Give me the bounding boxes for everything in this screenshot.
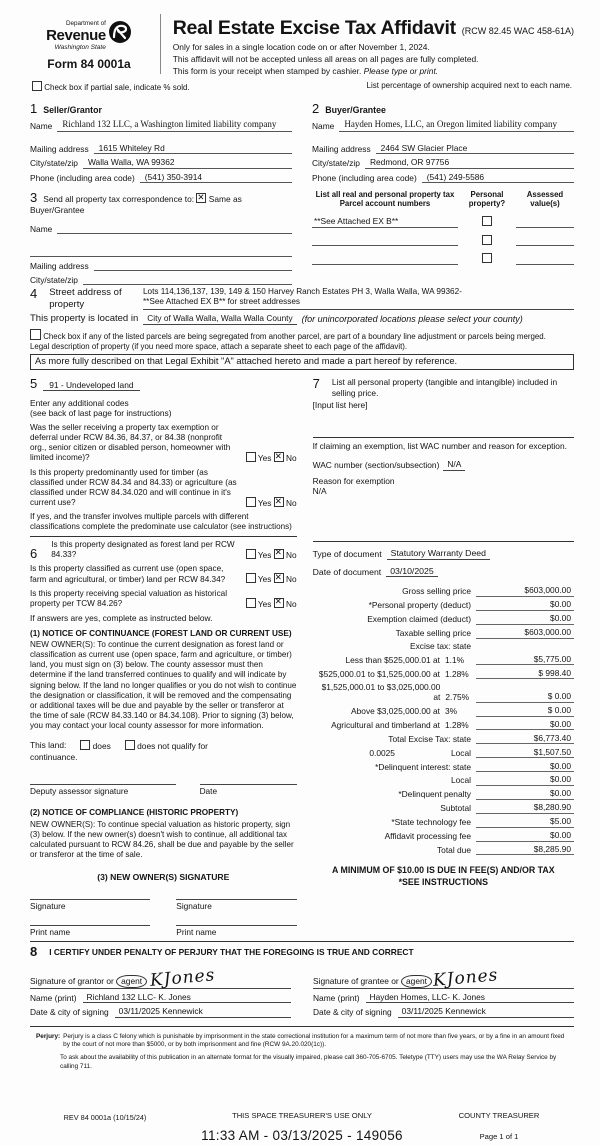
- buyer-phone-value: (541) 249-5586: [422, 172, 574, 184]
- property-location-row: This property is located in City of Walla Walla, Walla Walla County (for unincorporated locations please select your county): [30, 312, 523, 324]
- section-buyer: 2 Buyer/Grantee Name Hayden Homes, LLC, an Oregon limited liability company Mailing address 2464 SW Glacier Place City/state/zip Redmond, OR 97756 Phone (including area code) (541) 249-5586: [312, 102, 574, 183]
- question-forest-land: 6 Is this property designated as forest land per RCW 84.33? Yes ✕ No: [30, 540, 297, 561]
- minimum-due-note: A MINIMUM OF $10.00 IS DUE IN FEE(S) AND/OR TAX *SEE INSTRUCTIONS: [332, 865, 555, 888]
- title-rcw-reference: (RCW 82.45 WAC 458-61A): [461, 26, 574, 36]
- treasurer-use-label: THIS SPACE TREASURER'S USE ONLY: [232, 1110, 372, 1120]
- question-historic: Is this property receiving special valuation as historical property per TCW 84.26? Yes ✕ No: [30, 589, 297, 610]
- tax-row: $1,525,000.01 to $3,025,000.00 at 2.75% $ 0.00: [313, 682, 574, 703]
- tax-row: Subtotal $8,280.90: [313, 802, 574, 814]
- personal-property-header: Personal property?: [468, 190, 506, 209]
- parcel-account-value: **See Attached EX B**: [312, 216, 458, 228]
- segregation-checkbox: [30, 329, 41, 340]
- section-seller: 1 Seller/Grantor Name Richland 132 LLC, a Washington limited liability company Mailing address 1615 Whiteley Rd City/state/zip Walla Walla, WA 99362 Phone (including area code) (541) 350-3914: [30, 102, 292, 183]
- q-forest-yes-checkbox: [246, 549, 256, 559]
- legal-description-value: As more fully described on that Legal Exhibit "A" attached hereto and made a part hereof by reference.: [30, 354, 574, 371]
- section1-number: 1: [30, 101, 38, 117]
- footer: [30, 1111, 574, 1145]
- parcel-list-block: [312, 189, 574, 285]
- form-number: Form 84 0001a: [47, 56, 131, 71]
- additional-codes-line1: Enter any additional codes: [30, 397, 129, 408]
- land-qualify-row: This land: does does not qualify for: [30, 740, 208, 752]
- personal-property-list-label: List all personal property (tangible and intangible) included in selling price.: [331, 377, 558, 398]
- section7-number: 7: [312, 376, 320, 392]
- section2-number: 2: [312, 101, 320, 117]
- street-address-value: Lots 114,136,137, 139, 149 & 150 Harvey Ranch Estates PH 3, Walla Walla, WA 99362- **See Attached EX B** for street addresses: [143, 287, 574, 310]
- logo-revenue-text: Revenue: [46, 26, 106, 44]
- new-owners-signature-title: (3) NEW OWNER(S) SIGNATURE: [97, 872, 230, 883]
- q-timber-yes-checkbox: [246, 497, 256, 507]
- correspondence-mailing-value: [94, 260, 292, 271]
- tax-row: Taxable selling price $603,000.00: [313, 627, 574, 639]
- same-as-buyer-label: Same as Buyer/Grantee: [30, 194, 242, 215]
- new-owner-print-lines: [30, 925, 297, 937]
- agent-circled: agent: [401, 975, 432, 988]
- continuance-body: NEW OWNER(S): To continue the current designation as forest land or classification as current use (open space, farm and agriculture, or timber) land, you must sign on (3) below. The county assessor must then determine if the land transferred continues to qualify and will indicate by signing below. If the land no longer qualifies or you do not wish to continue the designation or classification, it will be removed and the compensating or additional taxes will be due and payable by the seller or transferor at the time of sale (RCW 84.33.140 or 84.34.108). Prior to signing (3) below, you may contact your local county assessor for more information.: [30, 640, 297, 730]
- grantor-date-city: 03/11/2025 Kennewick: [115, 1006, 291, 1018]
- owner-print-line-2: Print name: [176, 925, 296, 937]
- exemption-note: If claiming an exemption, list WAC number and reason for exception.: [312, 440, 567, 451]
- section-certification: 8 I CERTIFY UNDER PENALTY OF PERJURY THAT THE FOREGOING IS TRUE AND CORRECT Signature of grantor or agent KJones Signature of grantee or agent KJones Name (print) Richland 132 LLC- K. Jones Name (print) Hayden Homes, LLC- K. Jones Date & city of signing 03/11/2025 Kennewick Date & city of signing 03/11/2025 Kennewick: [30, 941, 574, 1018]
- same-as-buyer-checkbox: [196, 193, 206, 203]
- compliance-title: (2) NOTICE OF COMPLIANCE (HISTORIC PROPERTY): [30, 808, 239, 818]
- section1-heading: Seller/Grantor: [43, 105, 102, 116]
- question-current-use: Is this property classified as current use (open space, farm and agricultural, or timber) land per RCW 84.34? Yes ✕ No: [30, 564, 297, 585]
- owner-signature-line-1: Signature: [30, 899, 150, 911]
- page-title: Real Estate Excise Tax Affidavit: [172, 17, 456, 39]
- wac-number-value: N/A: [443, 459, 465, 471]
- tax-row: Total due $8,285.90: [313, 844, 574, 856]
- grantor-signature-row: Signature of grantor or agent KJones: [30, 964, 291, 989]
- buyer-csz-value: Redmond, OR 97756: [365, 157, 574, 169]
- header-divider: [160, 14, 161, 74]
- compliance-body: NEW OWNER(S): To continue special valuation as historic property, sign (3) below. If the new owner(s) doesn't wish to continue, all additional tax calculated pursuant to RCW 84.26, shall be due and payable by the seller or transferor at the time of sale.: [30, 819, 294, 860]
- deputy-assessor-signature-line: Deputy assessor signature: [30, 784, 176, 796]
- question-exemption-deferral: Was the seller receiving a property tax exemption or deferral under RCW 84.36, 84.37, or 84.38 (nonprofit org., senior citizen or disabled person, homeowner with limited income)? Yes ✕ No: [30, 423, 297, 464]
- seller-phone-value: (541) 350-3914: [140, 172, 292, 184]
- tax-row: Less than $525,000.01 at 1.1% $5,775.00: [313, 654, 574, 666]
- parcel-numbers-header: List all real and personal property tax Parcel account numbers: [315, 190, 455, 209]
- property-location-value: City of Walla Walla, Walla Walla County: [143, 313, 296, 324]
- buyer-mailing-value: 2464 SW Glacier Place: [376, 143, 574, 155]
- q-timber-no-checkbox: [274, 497, 284, 507]
- tax-row-header: Excise tax: state: [410, 640, 471, 651]
- treasurer-stamp: 11:33 AM - 03/13/2025 - 149056: [201, 1128, 403, 1144]
- section6-number: 6: [30, 546, 38, 562]
- personal-property-checkbox: [482, 235, 492, 245]
- county-treasurer-label: COUNTY TREASURER: [458, 1110, 540, 1120]
- tax-row: Total Excise Tax: state $6,773.40: [313, 733, 574, 745]
- section-divider: [30, 536, 297, 537]
- parcel-row: [312, 253, 574, 265]
- section4-number: 4: [30, 286, 38, 302]
- section-divider: [313, 437, 574, 438]
- header-note-2: This affidavit will not be accepted unless all areas on all pages are fully completed.: [172, 53, 479, 64]
- personal-property-checkbox: [482, 253, 492, 263]
- q-forest-no-checkbox: [274, 549, 284, 559]
- tax-row: Agricultural and timberland at 1.28% $0.00: [313, 719, 574, 731]
- assessed-value-field: [516, 218, 574, 228]
- tax-row: Exemption claimed (deduct) $0.00: [313, 613, 574, 625]
- excise-tax-table: [313, 585, 574, 855]
- continuance-word: continuance.: [30, 751, 78, 762]
- tax-row: *Personal property (deduct) $0.00: [313, 599, 574, 611]
- section2-heading: Buyer/Grantee: [325, 105, 386, 116]
- grantor-print-name: Richland 132 LLC- K. Jones: [83, 992, 291, 1004]
- ownership-note: List percentage of ownership acquired next to each name.: [366, 81, 572, 91]
- seller-csz-value: Walla Walla, WA 99362: [83, 157, 292, 169]
- grantee-signature-row: Signature of grantee or agent KJones: [313, 964, 574, 989]
- tax-row: 0.0025 Local $1,507.50: [313, 747, 574, 759]
- section5-number: 5: [30, 376, 38, 392]
- accessibility-note: To ask about the availability of this publication in an alternate format for the visually impaired, please call 360-705-6705. Teletype (TTY) users may use the WA Relay Service by calling 711.: [60, 1054, 557, 1070]
- owner-print-line-1: Print name: [30, 925, 150, 937]
- left-column: [30, 377, 297, 937]
- seller-name-value: Richland 132 LLC, a Washington limited liability company: [57, 119, 292, 131]
- section-street-address: 4 Street address of property Lots 114,136,137, 139, 149 & 150 Harvey Ranch Estates PH 3, Walla Walla, WA 99362- **See Attached EX B** for street addresses: [30, 287, 574, 310]
- tax-row: Gross selling price $603,000.00: [313, 585, 574, 597]
- continuance-title: (1) NOTICE OF CONTINUANCE (FOREST LAND OR CURRENT USE): [30, 628, 292, 638]
- grantee-signature-script: KJones: [432, 965, 500, 992]
- perjury-text: Perjury is a class C felony which is punishable by imprisonment in the state correctional institution for a maximum term of not more than five years, or by a fine in an amount fixed by the court of not more than $5000, or by both imprisonment and fine (RCW 9A.20.020(1c)).: [63, 1032, 565, 1048]
- section8-number: 8: [30, 943, 38, 959]
- tax-row: Above $3,025,000.00 at 3% $ 0.00: [313, 705, 574, 717]
- new-owner-signature-lines: [30, 899, 297, 911]
- land-does-checkbox: [80, 740, 90, 750]
- seller-mailing-value: 1615 Whiteley Rd: [94, 143, 292, 155]
- tax-row: *Delinquent penalty $0.00: [313, 788, 574, 800]
- legal-description-label: Legal description of property (if you need more space, attach a separate sheet to each page of the affidavit).: [30, 341, 408, 351]
- perjury-label: Perjury:: [36, 1032, 61, 1040]
- logo-dept-text: Department of: [65, 20, 106, 27]
- assessed-value-header: Assessed value(s): [526, 190, 564, 209]
- grantor-signature-script: KJones: [149, 965, 217, 992]
- document-type-value: Statutory Warranty Deed: [387, 548, 490, 560]
- grantee-date-city: 03/11/2025 Kennewick: [398, 1006, 574, 1018]
- page-indicator: Page 1 of 1: [479, 1132, 519, 1142]
- parcel-row: [312, 235, 574, 247]
- segregation-option: Check box if any of the listed parcels are being segregated from another parcel, are part of a boundary line adjustment or parcels being merged.: [30, 329, 574, 342]
- deputy-date-line: Date: [200, 784, 297, 796]
- certify-statement: I CERTIFY UNDER PENALTY OF PERJURY THAT THE FOREGOING IS TRUE AND CORRECT: [49, 947, 414, 958]
- document-date-value: 03/10/2025: [386, 566, 437, 578]
- right-column: 7 List all personal property (tangible and intangible) included in selling price. [Input list here] If claiming an exemption, list WAC number and reason for exception. WAC number (section/subsection) N/A Reason for exemption N/A Type of document Statutory Warranty Deed Date of document 03/10/2025 Gross selling price $603,000.00 *Personal property (deduct) $0.00 Exemption claimed (deduct) $0.00 Taxable selling price $603,000.00 Excise tax: state Less than $525,000.01 at 1.1% $5,775.00 $525,000.01 to $1,525,000.00 at 1.28% $ 998.40 $1,525,000.01 to $3,025,000.00 at 2.75% $ 0.00 Above $3,025,000.00 at 3% $ 0.00 Agricultural and timberland at 1.28% $0.00 Total Excise Tax: state $6,773.40 0.0025 Local $1,507.50 *Delinquent interest: state $0.00 Local $0.00 *Delinquent penalty $0.00 Subtotal $8,280.90 *State technology fee $5.00 Affidavit processing fee $0.00 Total due $8,285.90 A MINIMUM OF $10.00 IS DUE IN FEE(S) AND/OR TAX *SEE INSTRUCTIONS: [313, 377, 574, 937]
- q-currentuse-yes-checkbox: [246, 573, 256, 583]
- perjury-notice: [30, 1026, 574, 1071]
- q-currentuse-no-checkbox: [274, 573, 284, 583]
- question-timber-agriculture: Is this property predominantly used for timber (as classified under RCW 84.34 and 84.33) or agriculture (as classified under RCW 84.34.020 and will continue in it's current use? Yes ✕ No: [30, 468, 297, 509]
- header-note-1: Only for sales in a single location code on or after November 1, 2024.: [172, 41, 430, 52]
- tax-row: Affidavit processing fee $0.00: [313, 830, 574, 842]
- correspondence-blank-line: [30, 246, 292, 257]
- deputy-assessor-row: [30, 784, 297, 796]
- land-use-code: 91 - Undeveloped land: [43, 380, 139, 391]
- reason-for-exemption-value: N/A: [312, 486, 327, 497]
- tax-row: *Delinquent interest: state $0.00: [313, 761, 574, 773]
- header-note-3: This form is your receipt when stamped by cashier. Please type or print.: [172, 65, 439, 76]
- section-divider: [313, 541, 574, 542]
- q-exemption-yes-checkbox: [246, 452, 256, 462]
- tax-row: *State technology fee $5.00: [313, 816, 574, 828]
- owner-signature-line-2: Signature: [176, 899, 296, 911]
- personal-property-input: [Input list here]: [312, 400, 368, 411]
- additional-codes-line2: (see back of last page for instructions): [30, 408, 172, 419]
- if-answers-yes-note: If answers are yes, complete as instructed below.: [30, 613, 213, 624]
- correspondence-csz-value: [83, 274, 292, 285]
- tax-row: Local $0.00: [313, 774, 574, 786]
- partial-sale-checkbox: [32, 81, 42, 91]
- parcel-row: [312, 216, 574, 228]
- section-correspondence: 3 Send all property tax correspondence to: ✕ Same as Buyer/Grantee Name Mailing address City/state/zip: [30, 189, 292, 285]
- section3-number: 3: [30, 190, 38, 206]
- grantee-print-name: Hayden Homes, LLC- K. Jones: [366, 992, 574, 1004]
- q-historic-yes-checkbox: [246, 598, 256, 608]
- header: [30, 10, 574, 76]
- tax-row: $525,000.01 to $1,525,000.00 at 1.28% $ 998.40: [313, 668, 574, 680]
- personal-property-checkbox: [482, 216, 492, 226]
- agent-circled: agent: [116, 975, 147, 988]
- buyer-name-value: Hayden Homes, LLC, an Oregon limited liability company: [339, 119, 574, 131]
- logo-state-text: Washington State: [54, 43, 106, 51]
- q-historic-no-checkbox: [274, 598, 284, 608]
- q-exemption-no-checkbox: [274, 452, 284, 462]
- predominate-use-note: If yes, and the transfer involves multiple parcels with different classifications complete the predominate use calculator (see instructions): [30, 511, 292, 531]
- dor-logo-block: [30, 10, 148, 76]
- reason-for-exemption-label: Reason for exemption: [312, 475, 395, 486]
- partial-sale-option: Check box if partial sale, indicate % sold.: [32, 81, 190, 93]
- land-does-not-checkbox: [125, 740, 135, 750]
- form-revision: REV 84 0001a (10/15/24): [63, 1112, 147, 1122]
- county-note: (for unincorporated locations please select your county): [301, 313, 523, 324]
- dor-logo-icon: [108, 20, 132, 44]
- correspondence-name-value: [57, 223, 292, 234]
